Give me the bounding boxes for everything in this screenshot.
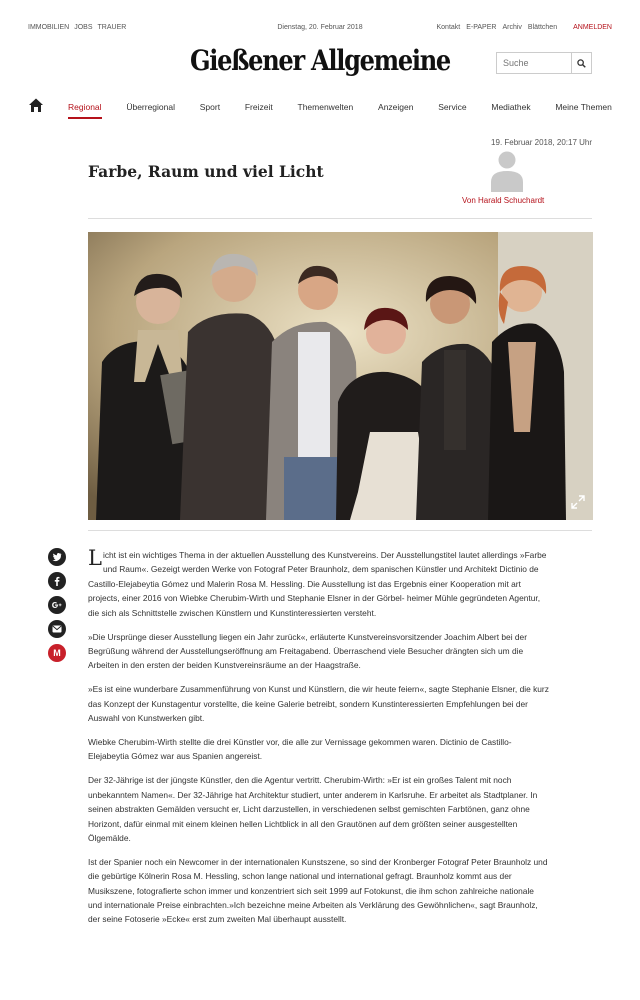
share-bar <box>48 548 66 662</box>
article-title: Farbe, Raum und viel Licht <box>88 162 324 181</box>
nav-item-meine-themen[interactable]: Meine Themen <box>555 102 612 112</box>
topbar-link-jobs[interactable]: JOBS <box>74 24 93 31</box>
google-plus-icon <box>51 600 63 610</box>
nav-item-service[interactable]: Service <box>438 102 467 112</box>
facebook-icon <box>52 576 62 586</box>
article-paragraph: Wiebke Cherubim-Wirth stellte die drei Künstler vor, die alle zur Vernissage gekommen waren. Dictinio de Castillo-Elejabeytia Gómez war aus Spanien angereist. <box>88 736 512 762</box>
home-button[interactable] <box>28 97 44 118</box>
nav-item-sport[interactable]: Sport <box>199 102 221 112</box>
topbar-link-blaettchen[interactable]: Blättchen <box>527 24 558 31</box>
login-link[interactable]: ANMELDEN <box>573 24 612 31</box>
author-avatar <box>489 150 525 192</box>
main-nav <box>28 96 612 118</box>
article-timestamp: 19. Februar 2018, 20:17 Uhr <box>491 138 592 147</box>
share-facebook-button[interactable] <box>48 572 66 590</box>
topbar-link-immobilien[interactable]: IMMOBILIEN <box>28 24 70 31</box>
user-icon <box>489 150 525 192</box>
article-lead-text: icht ist ein wichtiges Thema in der aktuellen Ausstellung des Kunstvereins. Der Ausstellungstitel lautet allerdings »Farbe und Raum«. Gezeigt werden Werke von Fotograf Peter Braunholz, dem spanischen Künstler und Architekt Dictinio de Castillo-Elejabeytia Gómez und Malerin Rosa M. Hessling. Die Ausstellung ist das Ergebnis einer Kooperation mit art projects, einer 2016 von Wiebke Cherubim-Wirth und Stephanie Elsner in der Görbel- heimer Mühle gegründeten Agentur, die sich als Schnittstelle zwischen Künstlern und Kunstinteressierten versteht. <box>88 550 547 618</box>
home-icon <box>28 97 44 113</box>
search-button[interactable] <box>571 53 591 73</box>
top-bar <box>28 24 612 36</box>
topbar-link-archiv[interactable]: Archiv <box>502 24 522 31</box>
share-email-button[interactable] <box>48 620 66 638</box>
twitter-icon <box>52 552 62 562</box>
article-paragraph: Ist der Spanier noch ein Newcomer in der internationalen Kunstszene, so sind der Kronberger Fotograf Peter Braunholz und die gebürtige Kölnerin Rosa M. Hessling, schon lange national und international gefragt. Braunholz kommt aus der Musikszene, fotografierte schon immer und konzentriert sich seit 1999 auf Fotokunst, die ihm schon zahlreiche nationale und internationale Preise einbrachten.»Ich bezeichne meine Arbeiten als Verklärung des Gewöhnlichen«, sagt Braunholz, der seine Fotoserie »Ecke« erst zum zweiten Mal überhaupt ausstellt. <box>88 856 548 925</box>
nav-item-regional[interactable]: Regional <box>68 102 102 119</box>
search-box <box>496 52 592 74</box>
article-photo[interactable] <box>88 232 593 520</box>
share-twitter-button[interactable] <box>48 548 66 566</box>
topbar-date: Dienstag, 20. Februar 2018 <box>277 24 363 31</box>
article-paragraph: Der 32-Jährige ist der jüngste Künstler, den die Agentur vertritt. Cherubim-Wirth: »Er ist ein großes Talent mit noch unbekanntem Namen«. Der 32-Jährige hat Architektur studiert, unter anderem in Karlsruhe. Er arbeitet als Stadtplaner. In seinen abstrakten Gemälden versucht er, Licht darzustellen, in verschiedenen selbst gemischten Farbtönen, ganz ohne Horizont, dafür einmal mit einem kleinen hellen Lichtblick in all den Grautönen auf dem größten seiner ausgestellten Ölgemälde. <box>88 775 538 843</box>
search-input[interactable] <box>497 53 571 73</box>
topbar-link-kontakt[interactable]: Kontakt <box>436 24 461 31</box>
author-link[interactable]: Von Harald Schuchardt <box>462 196 545 205</box>
search-icon <box>577 59 586 68</box>
nav-item-freizeit[interactable]: Freizeit <box>244 102 273 112</box>
divider <box>88 218 592 219</box>
nav-item-anzeigen[interactable]: Anzeigen <box>378 102 414 112</box>
email-icon <box>52 625 62 633</box>
topbar-link-trauer[interactable]: TRAUER <box>97 24 127 31</box>
divider <box>88 530 592 531</box>
merkliste-icon: M <box>53 648 61 658</box>
share-google-plus-button[interactable] <box>48 596 66 614</box>
group-photo-illustration <box>88 232 593 520</box>
site-logo[interactable]: Gießener Allgemeine <box>190 44 450 77</box>
topbar-link-epaper[interactable]: E-PAPER <box>466 24 497 31</box>
article-lead <box>88 548 550 620</box>
nav-item-themenwelten[interactable]: Themenwelten <box>297 102 354 112</box>
nav-item-ueberregional[interactable]: Überregional <box>126 102 175 112</box>
article-paragraph: »Es ist eine wunderbare Zusammenführung von Kunst und Künstlern, die wir heute feiern«, sagte Stephanie Elsner, die kurz das Konzept der Kunstagentur vorstellte, die keine Galerie betreibt, sondern Kunstinteressierten Empfehlungen bei der Auswahl von Kunstwerken gibt. <box>88 684 549 724</box>
expand-icon <box>571 495 585 509</box>
nav-item-mediathek[interactable]: Mediathek <box>491 102 531 112</box>
article-body <box>88 548 550 936</box>
expand-image-button[interactable] <box>571 495 585 514</box>
article-paragraph: »Die Ursprünge dieser Ausstellung liegen ein Jahr zurück«, erläuterte Kunstvereinsvorsitzender Joachim Albert bei der Begrüßung während der Ausstellungseröffnung am Freitagabend. Überraschend viele Besucher drängten sich um die Arbeiten in den ersten der beiden Kunstvereinsräume an der Haagstraße. <box>88 631 527 671</box>
merkliste-button[interactable] <box>48 644 66 662</box>
drop-cap: L <box>88 546 102 570</box>
